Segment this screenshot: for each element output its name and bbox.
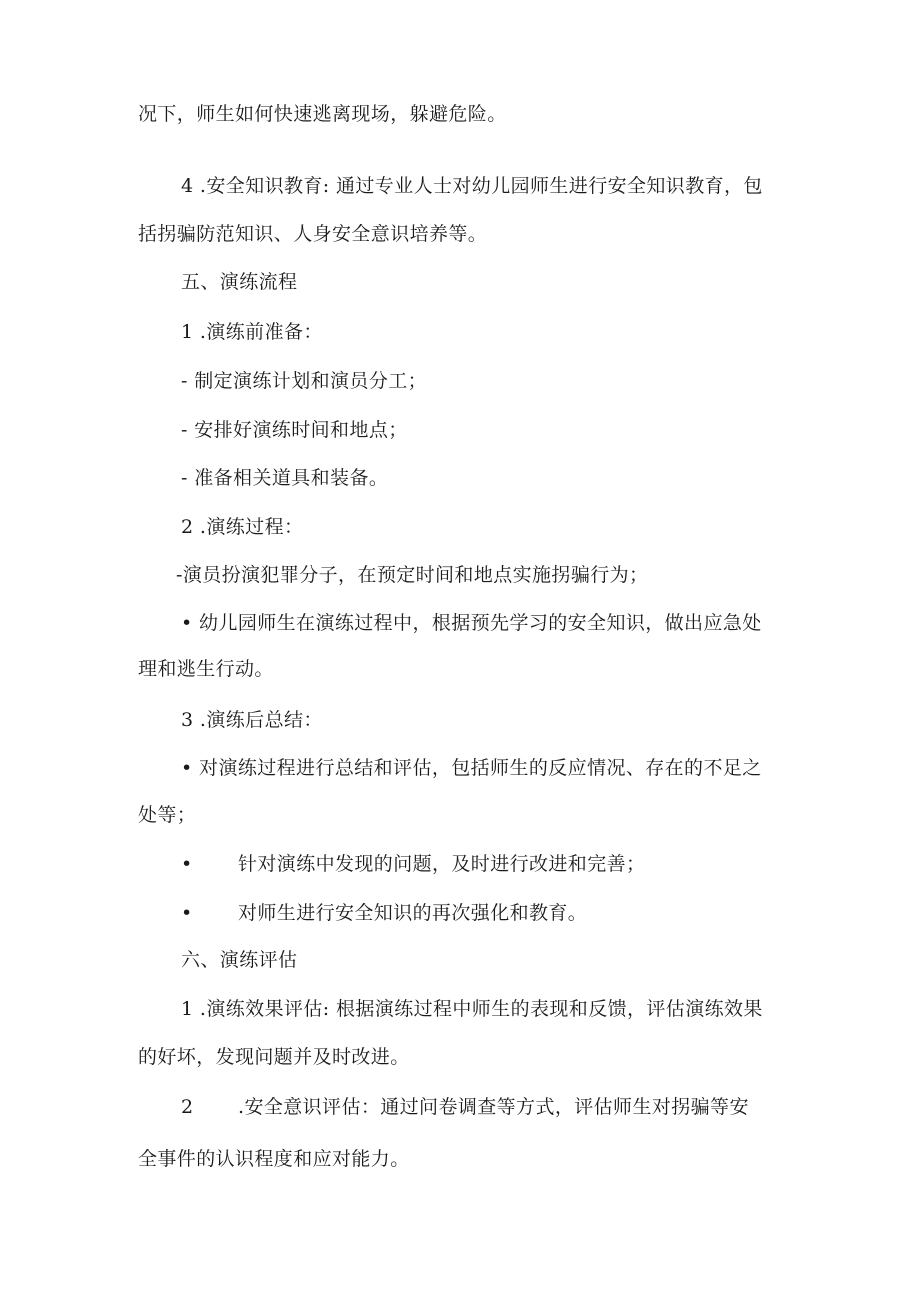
paragraph-line: 括拐骗防范知识、人身安全意识培养等。 <box>138 223 488 245</box>
bullet-marker: • <box>181 902 193 924</box>
list-item: 针对演练中发现的问题，及时进行改进和完善； <box>238 853 646 875</box>
list-item: - 制定演练计划和演员分工； <box>181 370 428 392</box>
section-heading: 五、演练流程 <box>181 271 298 293</box>
list-number: 2 <box>181 1096 194 1118</box>
list-item: 对师生进行安全知识的再次强化和教育。 <box>238 902 588 924</box>
list-item: - 准备相关道具和装备。 <box>181 467 389 489</box>
subsection-heading: 3 .演练后总结： <box>181 709 323 731</box>
paragraph-line: 况下，师生如何快速逃离现场，躲避危险。 <box>138 103 507 125</box>
list-item: - 安排好演练时间和地点； <box>181 419 408 441</box>
bullet-marker: • <box>181 853 193 875</box>
paragraph-line: 全事件的认识程度和应对能力。 <box>138 1148 410 1170</box>
paragraph-line: 的好坏，发现问题并及时改进。 <box>138 1046 410 1068</box>
list-item: • 幼儿园师生在演练过程中，根据预先学习的安全知识，做出应急处 <box>181 612 762 634</box>
paragraph-line: 4 .安全知识教育: 通过专业人士对幼儿园师生进行安全知识教育，包 <box>181 175 763 197</box>
paragraph-line: 1 .演练效果评估: 根据演练过程中师生的表现和反馈，评估演练效果 <box>181 998 763 1020</box>
list-item: • 对演练过程进行总结和评估，包括师生的反应情况、存在的不足之 <box>181 757 762 779</box>
list-item: 处等； <box>138 804 197 826</box>
paragraph-line: .安全意识评估：通过问卷调查等方式，评估师生对拐骗等安 <box>238 1096 749 1118</box>
section-heading: 六、演练评估 <box>181 949 298 971</box>
list-item: 理和逃生行动。 <box>138 658 274 680</box>
subsection-heading: 2 .演练过程： <box>181 516 304 538</box>
list-item: -演员扮演犯罪分子，在预定时间和地点实施拐骗行为； <box>176 564 649 586</box>
subsection-heading: 1 .演练前准备： <box>181 321 323 343</box>
